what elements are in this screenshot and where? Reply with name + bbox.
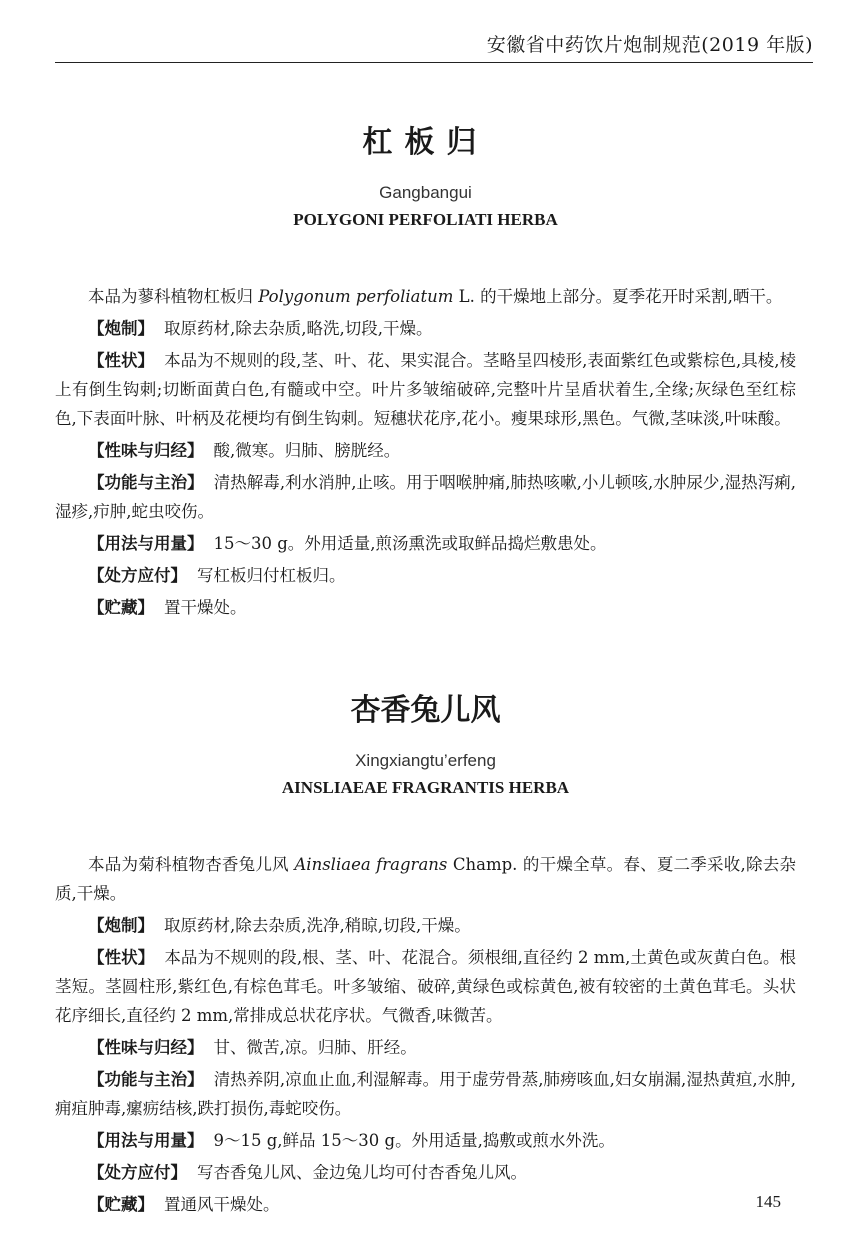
section-dosage: [55, 529, 796, 558]
section-prescription: [55, 561, 796, 590]
entry-pinyin: Xingxiangtu’erfeng: [355, 751, 496, 770]
section-actions-indications: [55, 1065, 796, 1123]
species-name: Polygonum perfoliatum: [258, 287, 454, 306]
running-header: 安徽省中药饮片炮制规范(2019 年版): [486, 34, 813, 56]
section-text: 置通风干燥处。: [164, 1195, 280, 1214]
section-label: 【 性状 】: [88, 948, 164, 967]
section-label: 【 性味与归经 】: [88, 1038, 214, 1057]
section-text: 15～30 g。外用适量,煎汤熏洗或取鲜品捣烂敷患处。: [213, 534, 607, 553]
entry-latin-name: AINSLIAEAE FRAGRANTIS HERBA: [281, 778, 570, 797]
section-text: 本品为不规则的段,根、茎、叶、花混合。须根细,直径约 2 mm,土黄色或灰黄白色。根茎短。茎圆柱形,紫红色,有棕色茸毛。叶多皱缩、破碎,黄绿色或棕黄色,被有较密的土黄色茸毛。头状花序细长,直径约 2 mm,常排成总状花序状。气微香,味微苦。: [55, 948, 797, 1025]
section-description: [55, 943, 796, 1030]
page-number: 145: [755, 1192, 781, 1211]
source-paragraph: [55, 282, 796, 311]
section-label: 【 炮制 】: [88, 319, 164, 338]
source-text: 本品为菊科植物杏香兔儿风: [88, 855, 295, 874]
source-paragraph: [55, 850, 796, 908]
section-dosage: [55, 1126, 796, 1155]
section-description: [55, 346, 796, 433]
entry-title: 杠板归: [362, 125, 489, 160]
section-label: 【 性状 】: [88, 351, 164, 370]
section-processing: [55, 314, 796, 343]
section-text: 取原药材,除去杂质,洗净,稍晾,切段,干燥。: [164, 916, 471, 935]
source-text: 本品为蓼科植物杠板归: [88, 287, 259, 306]
source-text: L. 的干燥地上部分。夏季花开时采割,晒干。: [453, 287, 783, 306]
entry-pinyin: Gangbangui: [379, 183, 472, 202]
section-label: 【 功能与主治 】: [88, 473, 214, 492]
section-label: 【 用法与用量 】: [88, 1131, 214, 1150]
section-text: 酸,微寒。归肺、膀胱经。: [213, 441, 401, 460]
section-label: 【 贮藏 】: [88, 1195, 164, 1214]
section-label: 【 处方应付 】: [88, 1163, 197, 1182]
section-label: 【 性味与归经 】: [88, 441, 214, 460]
section-storage: [55, 1190, 796, 1219]
section-label: 【 贮藏 】: [88, 598, 164, 617]
section-property-meridian: [55, 436, 796, 465]
section-property-meridian: [55, 1033, 796, 1062]
monograph-xingxiangtuerfeng: [55, 690, 796, 1222]
section-text: 取原药材,除去杂质,略洗,切段,干燥。: [164, 319, 433, 338]
section-label: 【 炮制 】: [88, 916, 164, 935]
section-text: 清热解毒,利水消肿,止咳。用于咽喉肿痛,肺热咳嗽,小儿顿咳,水肿尿少,湿热泻痢,湿疹,疖肿,蛇虫咬伤。: [55, 473, 797, 521]
section-label: 【 功能与主治 】: [88, 1070, 214, 1089]
entry-title: 杏香兔儿风: [350, 693, 501, 728]
section-label: 【 用法与用量 】: [88, 534, 214, 553]
species-name: Ainsliaea fragrans: [294, 855, 448, 874]
section-processing: [55, 911, 796, 940]
section-actions-indications: [55, 468, 796, 526]
section-text: 9～15 g,鲜品 15～30 g。外用适量,捣敷或煎水外洗。: [213, 1131, 615, 1150]
section-text: 本品为不规则的段,茎、叶、花、果实混合。茎略呈四棱形,表面紫红色或紫棕色,具棱,棱上有倒生钩刺;切断面黄白色,有髓或中空。叶片多皱缩破碎,完整叶片呈盾状着生,全缘;灰绿色至红棕色,下表面叶脉、叶柄及花梗均有倒生钩刺。短穗状花序,花小。瘦果球形,黑色。气微,茎味淡,叶味酸。: [55, 351, 797, 428]
section-text: 置干燥处。: [164, 598, 247, 617]
monograph-gangbangui: [55, 122, 796, 625]
section-text: 清热养阴,凉血止血,利湿解毒。用于虚劳骨蒸,肺痨咳血,妇女崩漏,湿热黄疸,水肿,痈疽肿毒,瘰疬结核,跌打损伤,毒蛇咬伤。: [55, 1070, 797, 1118]
source-text: Champ. 的干燥全草。春、夏二季采收,除去杂质,干燥。: [55, 855, 796, 903]
section-text: 写杠板归付杠板归。: [197, 566, 346, 585]
section-text: 甘、微苦,凉。归肺、肝经。: [213, 1038, 417, 1057]
section-label: 【 处方应付 】: [88, 566, 197, 585]
entry-latin-name: POLYGONI PERFOLIATI HERBA: [293, 210, 558, 229]
section-text: 写杏香兔儿风、金边兔儿均可付杏香兔儿风。: [197, 1163, 527, 1182]
section-storage: [55, 593, 796, 622]
section-prescription: [55, 1158, 796, 1187]
header-divider: [55, 62, 813, 63]
